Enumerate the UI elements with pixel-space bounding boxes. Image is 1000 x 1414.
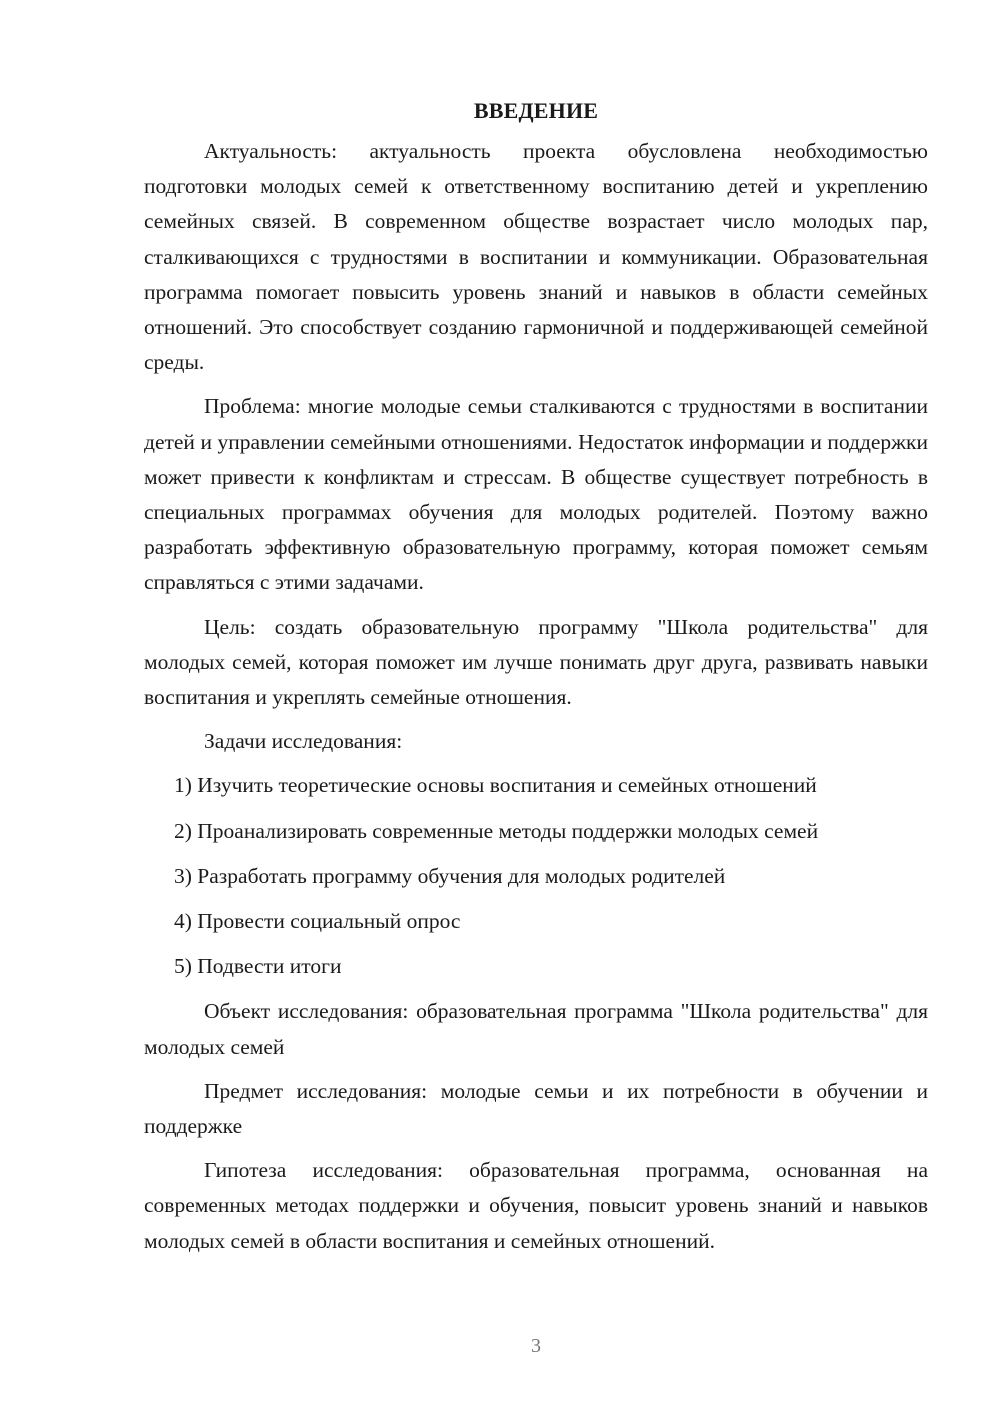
- relevance-paragraph: Актуальность: актуальность проекта обусловлена необходимостью подготовки молодых семей к ответственному воспитанию детей и укреплению семейных связей. В современном обществе возрастает число молодых пар, сталкивающихся с трудностями в воспитании и коммуникации. Образовательная программа помогает повысить уровень знаний и навыков в области семейных отношений. Это способствует созданию гармоничной и поддерживающей семейной среды.: [144, 139, 928, 375]
- section-title: ВВЕДЕНИЕ: [473, 98, 599, 123]
- hypothesis-paragraph: Гипотеза исследования: образовательная программа, основанная на современных методах поддержки и обучения, повысит уровень знаний и навыков молодых семей в области воспитания и семейных отношений.: [144, 1158, 928, 1253]
- tasks-heading: Задачи исследования:: [204, 729, 403, 754]
- object-paragraph: Объект исследования: образовательная программа "Школа родительства" для молодых семей: [144, 999, 928, 1059]
- task-item: 5) Подвести итоги: [174, 954, 342, 979]
- task-item: 3) Разработать программу обучения для молодых родителей: [174, 863, 726, 888]
- page-content: [144, 96, 928, 1268]
- goal-paragraph: Цель: создать образовательную программу "Школа родительства" для молодых семей, которая поможет им лучше понимать друг друга, развивать навыки воспитания и укреплять семейные отношения.: [144, 614, 928, 710]
- subject-paragraph: Предмет исследования: молодые семьи и их потребности в обучении и поддержке: [144, 1078, 928, 1139]
- problem-paragraph: Проблема: многие молодые семьи сталкиваются с трудностями в воспитании детей и управлении семейными отношениями. Недостаток информации и поддержки может привести к конфликтам и стрессам. В обществе существует потребность в специальных программах обучения для молодых родителей. Поэтому важно разработать эффективную образовательную программу, которая поможет семьям справляться с этими задачами.: [144, 394, 928, 595]
- task-item: 4) Провести социальный опрос: [174, 909, 461, 934]
- tasks-list: [144, 768, 928, 984]
- page-number: 3: [531, 1335, 541, 1357]
- task-item: 1) Изучить теоретические основы воспитания и семейных отношений: [174, 773, 817, 798]
- task-item: 2) Проанализировать современные методы поддержки молодых семей: [174, 818, 819, 843]
